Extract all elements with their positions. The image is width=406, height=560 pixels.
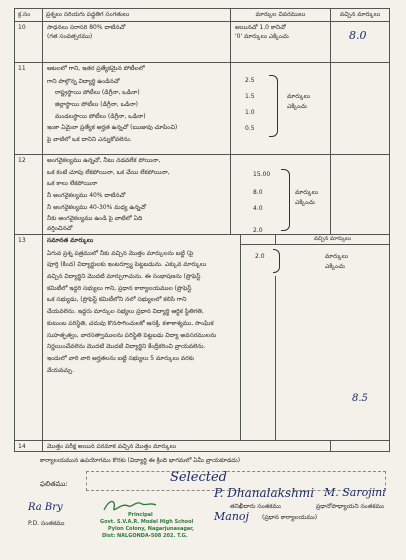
row13-line: ఏగువ ప్రశ్న పత్రములో నీకు వచ్చిన మొత్తం మార్కులను బట్టి (పై: [47, 249, 194, 257]
row13-awarded-header: వచ్చిన మార్కులు: [275, 234, 390, 244]
result-value: Selected: [170, 470, 227, 485]
header-marks-detail: మార్కుల వివరములు: [230, 8, 330, 21]
row13-line: వచ్చిన విద్యార్థిని మొదటి మార్పుగాచును. ఈ సంభాషణను (ప్రొఫెస్ట్: [47, 273, 201, 281]
row13-line: వేయవచ్చు.: [47, 366, 74, 374]
row12-value: 4.0: [253, 205, 263, 212]
row12-marks-label-2: ఎక్కించు: [295, 199, 315, 206]
row11-line: గాని పాల్గొన్న విద్యార్థి ఉండినచో: [47, 77, 120, 85]
row12-value: 2.0: [253, 227, 263, 234]
row14-sno: 14: [14, 440, 42, 452]
row10-text-2: (గత సంవత్సరము): [47, 32, 93, 40]
row13-line: సమానత మార్కులు: [47, 237, 94, 244]
row12-sno: 12: [14, 154, 42, 234]
row13-line: కుటుంబ పరిస్థితి, చదువు కొనసాగించులకో ఆసక్తి, కళాకాశ్యము, సాంఘిక: [47, 319, 214, 327]
row12-line: నీ అంగవైకల్యము 40-30% మధ్య ఉన్నచో: [47, 203, 146, 211]
row11-marks: [230, 62, 330, 154]
row12-marks-label-1: మార్కులు: [295, 189, 318, 196]
row13-line: కమిటీలో ఇద్దరి సభ్యులు గాని, ప్రధాన కార్యాలయముల (ప్రొఫెస్ట్: [47, 284, 192, 292]
stamp-line-1: Principal: [128, 512, 153, 518]
inspector-label: తనిఖీదారు సంతకము: [230, 503, 281, 510]
pd-signature: Ra Bry: [28, 502, 63, 513]
row11-value: 0.5: [245, 125, 255, 132]
office-use-note: కార్యాలయమున ఉపయోగము కొరకు (విద్యార్థి ఈ క్రింది భాగమలో ఏమీ వ్రాయకూడదు): [40, 457, 241, 464]
row13-line: చేయవలెను. ఇద్దరు మార్కుల సభ్యలు ప్రధాన విద్యార్థి ఆర్థిక స్థితిగతి,: [47, 308, 204, 316]
row13-marks: [240, 244, 390, 276]
row12-value: 8.0: [253, 189, 263, 196]
brace: [273, 249, 280, 273]
row10-marks-2: '0' మార్కులు ఎక్కించు: [235, 32, 289, 40]
row12-marks: [230, 154, 330, 234]
row11-value: 1.0: [245, 109, 255, 116]
row12-line: ఒక కాలు లేకపోయినా: [47, 180, 98, 188]
brace: [281, 169, 290, 231]
row12-value: 15.00: [253, 171, 271, 178]
headmistress-signature: M. Sarojini: [324, 486, 386, 499]
row11-marks-label-1: మార్కులు: [287, 93, 310, 100]
row12-text: [42, 154, 230, 234]
row11-awarded-cell: [330, 62, 390, 154]
row11-line: మండలస్థాయి పోటీలు (డిగ్రీనా, ఒడినా): [55, 112, 146, 120]
row10-marks: [230, 21, 330, 62]
row10-text-1: సాధనలు సరాసరి 80% దాటినచో: [47, 24, 126, 31]
brace: [269, 75, 278, 137]
row12-line: నీకు అంగవైకల్యము ఉండి పై వాటిలో ఏది: [47, 215, 143, 223]
row11-line: రాష్ట్రస్థాయి పోటీలు (డిగ్రీనా, ఒడినా): [55, 89, 140, 97]
result-label: ఫలితము:: [40, 480, 68, 488]
row10-marks-1: అయినచో 1.0 కానిచో: [235, 24, 286, 31]
row11-line: ఆటలలో గాని, ఇతర ప్రత్యేకమైన పోటీలలో: [47, 65, 145, 72]
row13-line: ఇందులో వారి వారి అర్హతలను బట్టి సభ్యులు 5 మార్కులు వరకు: [47, 354, 194, 362]
row13-sno: 13: [14, 234, 42, 440]
row13-awarded: 8.5: [352, 393, 368, 404]
row12-awarded-cell: [330, 154, 390, 234]
office-label: (ప్రధాన కార్యాలయము): [262, 514, 318, 521]
row11-line: జిల్లాస్థాయి పోటీలు (డిగ్రీనా, ఒడినా): [55, 101, 138, 109]
row11-sno: 11: [14, 62, 42, 154]
row13-line: సుహత్ఫత్వం, వారసత్వాములను పరిస్థితి పెట్టబడు విద్యా అవసరములను: [47, 331, 217, 339]
row10-sno: 10: [14, 21, 42, 62]
row11-text: [42, 62, 230, 154]
row13-text: [42, 234, 240, 440]
office-signature: Manoj: [214, 510, 249, 523]
row12-line: వర్తించినచో: [47, 225, 73, 233]
row11-value: 1.5: [245, 93, 255, 100]
pd-label: P.D. సంతకము: [28, 520, 65, 527]
row13-line: పూర్తి (కింద) విద్యార్థులకు ఇంటర్వ్యూ పెట్టబడును. ఎక్కువ మార్కులు: [47, 261, 207, 269]
row11-value: 2.5: [245, 77, 255, 84]
row13-value: 2.0: [255, 253, 265, 260]
row13-marks-label-2: ఎక్కించు: [325, 263, 345, 270]
row12-line: నీ అంగవైకల్యము 40% దాటినచో: [47, 192, 126, 200]
stamp-line-3: Pylon Colony, Nagarjunasagar,: [108, 526, 194, 532]
row10-awarded: 8.0: [349, 29, 367, 42]
row12-line: ఒక కంటి చూపు లేకపోయినా, ఒక చేయి లేకపోయినా,: [47, 168, 170, 176]
row11-line: పై వాటిలో ఒక దానిని ఎన్నుకోవలెను.: [47, 136, 132, 144]
row12-line: అంగవైకల్యము ఉన్నచో, నీటు నడవలేక పోయినా,: [47, 157, 161, 164]
inspector-signature: P. Dhanalakshmi: [214, 486, 315, 500]
row10-awarded-cell: [330, 21, 390, 62]
row13-line: నిర్ణయించేవలెను మొదటి మొదటి విద్యార్థిని కేంద్రీకరించి వ్రాయవలెను.: [47, 343, 206, 351]
headmistress-label: ప్రధానోపాధ్యాయని సంతకము: [316, 503, 384, 510]
row14-text: మొత్తం పరీక్ష అయిన పరమాక వచ్చిన మొత్తం మార్కులు: [42, 440, 330, 452]
header-awarded: వచ్చిన మార్కులు: [330, 8, 390, 21]
row13-marks-label-1: మార్కులు: [325, 253, 348, 260]
row11-marks-label-2: ఎక్కించు: [287, 103, 307, 110]
row10-text: [42, 21, 230, 62]
stamp-line-2: Govt. S.V.A.R. Model High School: [100, 519, 194, 525]
stamp-line-4: Dist: NALGONDA-508 202. T.G.: [102, 533, 188, 539]
row14-awarded-cell: [330, 440, 390, 452]
header-item: ప్రశ్నలు సరియగు పద్ధతిగ సంగతులు: [42, 8, 230, 21]
header-sno: క్ర.సం: [14, 8, 42, 21]
row13-awarded-cell: [275, 276, 390, 440]
row11-line: ఇంకా ఏమైనా ప్రత్యేక అర్హత ఉన్నచో (ఋజువు చూపించి): [47, 124, 178, 132]
row13-line: ఒక సభ్యుడు, (ప్రొఫెస్ట్ కమిటీలోని నలో సభ్యులలో కలిసి గాని: [47, 296, 187, 304]
